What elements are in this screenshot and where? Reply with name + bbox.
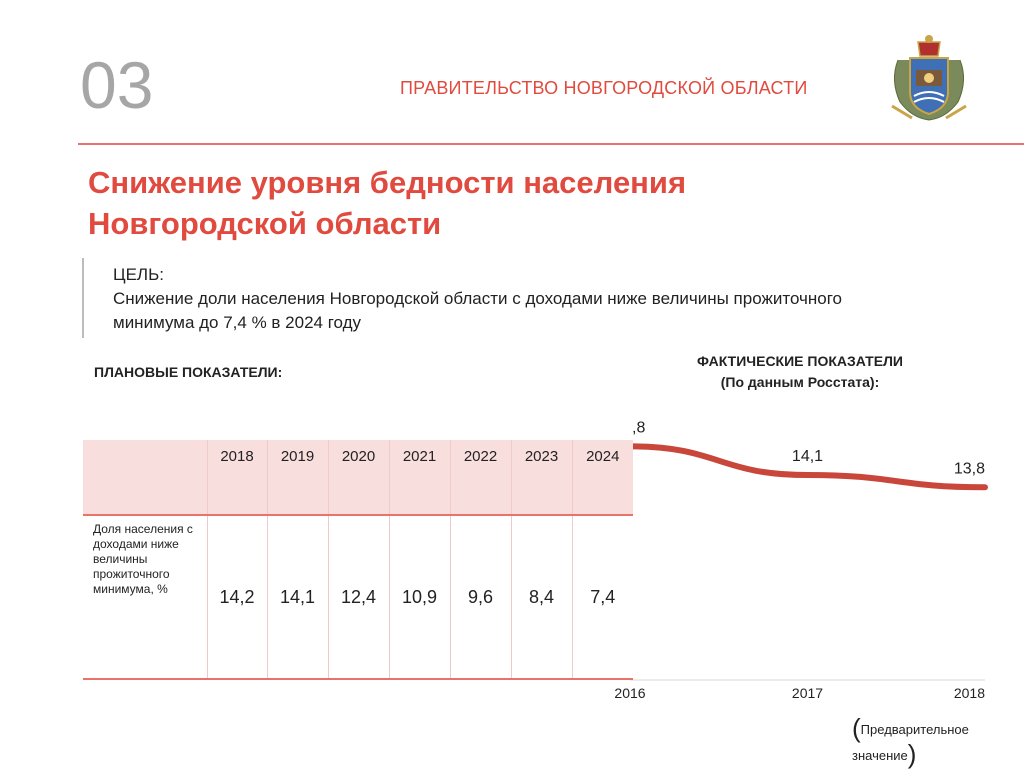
table-year-header: 2022 bbox=[450, 440, 511, 515]
table-corner-cell bbox=[83, 440, 207, 515]
x-tick-label: 2016 bbox=[614, 685, 646, 701]
slide-number: 03 bbox=[80, 48, 154, 122]
table-value-cell: 8,4 bbox=[511, 515, 572, 679]
table-value-cell: 10,9 bbox=[389, 515, 450, 679]
table-row bbox=[83, 515, 633, 679]
table-value-cell: 14,2 bbox=[207, 515, 267, 679]
table-year-header: 2018 bbox=[207, 440, 267, 515]
goal-text: Снижение доли населения Новгородской области с доходами ниже величины прожиточного минимума до 7,4 % в 2024 году bbox=[113, 289, 843, 332]
table-year-header: 2019 bbox=[267, 440, 328, 515]
data-label: 14,1 bbox=[791, 448, 824, 465]
fact-label-line-1: ФАКТИЧЕСКИЕ ПОКАЗАТЕЛИ bbox=[697, 353, 903, 369]
preliminary-note: (Предварительное значение) bbox=[852, 713, 969, 769]
data-label: ,8 bbox=[632, 419, 646, 437]
table-year-header: 2020 bbox=[328, 440, 389, 515]
table-row-label: Доля населения с доходами ниже величины прожиточного минимума, % bbox=[83, 515, 207, 679]
table-year-header: 2023 bbox=[511, 440, 572, 515]
page-title-line-2: Новгородской области bbox=[88, 206, 442, 241]
table-value-cell: 12,4 bbox=[328, 515, 389, 679]
government-title: ПРАВИТЕЛЬСТВО НОВГОРОДСКОЙ ОБЛАСТИ bbox=[400, 78, 808, 98]
table-value-cell: 7,4 bbox=[572, 515, 633, 679]
table-year-header: 2024 bbox=[572, 440, 633, 515]
table-value-cell: 14,1 bbox=[267, 515, 328, 679]
table-year-header: 2021 bbox=[389, 440, 450, 515]
plan-indicators-table bbox=[83, 440, 633, 680]
table-header-row bbox=[83, 440, 633, 515]
goal-label: ЦЕЛЬ: bbox=[113, 265, 164, 284]
fact-label-line-2: (По данным Росстата): bbox=[720, 374, 880, 390]
page-title-line-1: Снижение уровня бедности населения bbox=[88, 165, 687, 200]
x-tick-label: 2017 bbox=[791, 685, 824, 701]
table-value-cell: 9,6 bbox=[450, 515, 511, 679]
data-label: 13,8 bbox=[953, 460, 985, 478]
plan-indicators-label: ПЛАНОВЫЕ ПОКАЗАТЕЛИ: bbox=[94, 364, 283, 380]
x-tick-label: 2018 bbox=[953, 685, 985, 701]
